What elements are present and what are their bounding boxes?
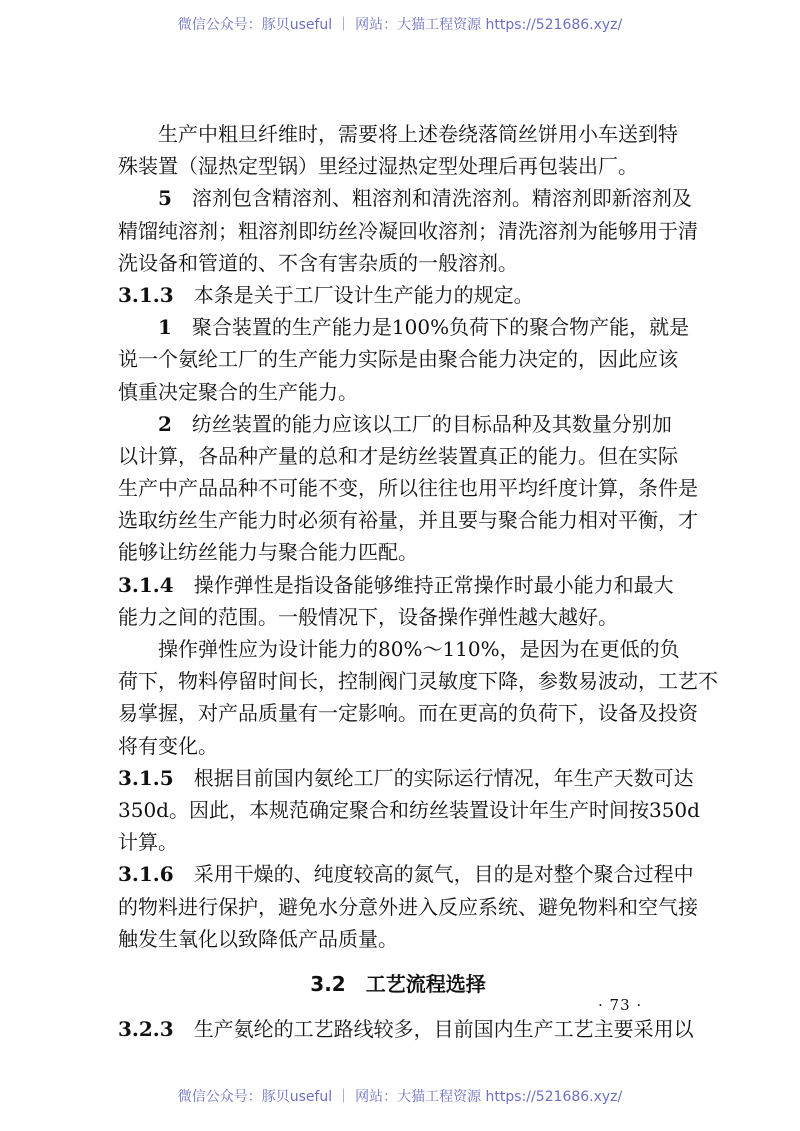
text-line: 能够让纺丝能力与聚合能力匹配。 [118, 540, 418, 565]
watermark-top: 微信公众号：豚贝useful ｜ 网站：大猫工程资源 https://521686.xyz/ [177, 17, 623, 33]
text-line: 计算。 [118, 830, 178, 855]
text-line: 精馏纯溶剂；粗溶剂即纺丝冷凝回收溶剂；清洗溶剂为能够用于清 [118, 218, 698, 243]
clause-number: 3.1.3 [118, 282, 174, 307]
text-line: 3.1.5 根据目前国内氨纶工厂的实际运行情况，年生产天数可达 [118, 765, 694, 790]
clause-number: 3.2.3 [118, 1016, 174, 1041]
text-line: 能力之间的范围。一般情况下，设备操作弹性越大越好。 [118, 604, 618, 629]
text-line: 荷下，物料停留时间长，控制阀门灵敏度下降，参数易波动，工艺不 [118, 669, 718, 694]
text-line: 350d。因此，本规范确定聚合和纺丝装置设计年生产时间按350d [118, 797, 700, 822]
text-line: 3.2.3 生产氨纶的工艺路线较多，目前国内生产工艺主要采用以 [118, 1016, 694, 1041]
text-line: 选取纺丝生产能力时必须有裕量，并且要与聚合能力相对平衡，才 [118, 508, 698, 533]
watermark-bottom: 微信公众号：豚贝useful ｜ 网站：大猫工程资源 https://521686.xyz/ [177, 1089, 623, 1105]
text-line: 2 纺丝装置的能力应该以工厂的目标品种及其数量分别加 [158, 411, 672, 436]
text-line: 说一个氨纶工厂的生产能力实际是由聚合能力决定的，因此应该 [118, 347, 678, 372]
clause-number: 3.1.6 [118, 862, 174, 887]
item-number: 2 [158, 411, 172, 436]
text-line: 5 溶剂包含精溶剂、粗溶剂和清洗溶剂。精溶剂即新溶剂及 [158, 186, 692, 211]
text-line: 生产中产品品种不可能不变，所以往往也用平均纤度计算，条件是 [118, 476, 698, 501]
text-line: 的物料进行保护，避免水分意外进入反应系统、避免物料和空气接 [118, 894, 698, 919]
text-line: 3.1.4 操作弹性是指设备能够维持正常操作时最小能力和最大 [118, 572, 674, 597]
page-number: · 73 · [598, 996, 643, 1014]
text-line: 将有变化。 [118, 733, 218, 758]
text-line: 慎重决定聚合的生产能力。 [118, 379, 358, 404]
text-line: 1 聚合装置的生产能力是100%负荷下的聚合物产能，就是 [158, 315, 690, 340]
item-number: 1 [158, 315, 172, 340]
text-line: 操作弹性应为设计能力的80%～110%，是因为在更低的负 [158, 637, 680, 661]
text-line: 洗设备和管道的、不含有害杂质的一般溶剂。 [118, 250, 518, 275]
text-line: 生产中粗旦纤维时，需要将上述卷绕落筒丝饼用小车送到特 [158, 122, 678, 146]
section-heading: 3.2 工艺流程选择 [310, 971, 486, 996]
clause-number: 3.1.4 [118, 572, 174, 597]
text-line: 3.1.6 采用干燥的、纯度较高的氮气，目的是对整个聚合过程中 [118, 862, 694, 887]
text-line: 以计算，各品种产量的总和才是纺丝装置真正的能力。但在实际 [118, 443, 678, 468]
item-number: 5 [158, 186, 172, 211]
page-body [118, 118, 718, 1045]
text-line: 易掌握，对产品质量有一定影响。而在更高的负荷下，设备及投资 [118, 701, 698, 726]
text-line: 殊装置（湿热定型锅）里经过湿热定型处理后再包装出厂。 [118, 154, 638, 179]
clause-number: 3.1.5 [118, 765, 174, 790]
text-line: 3.1.3 本条是关于工厂设计生产能力的规定。 [118, 282, 534, 307]
text-line: 触发生氧化以致降低产品质量。 [118, 926, 398, 951]
